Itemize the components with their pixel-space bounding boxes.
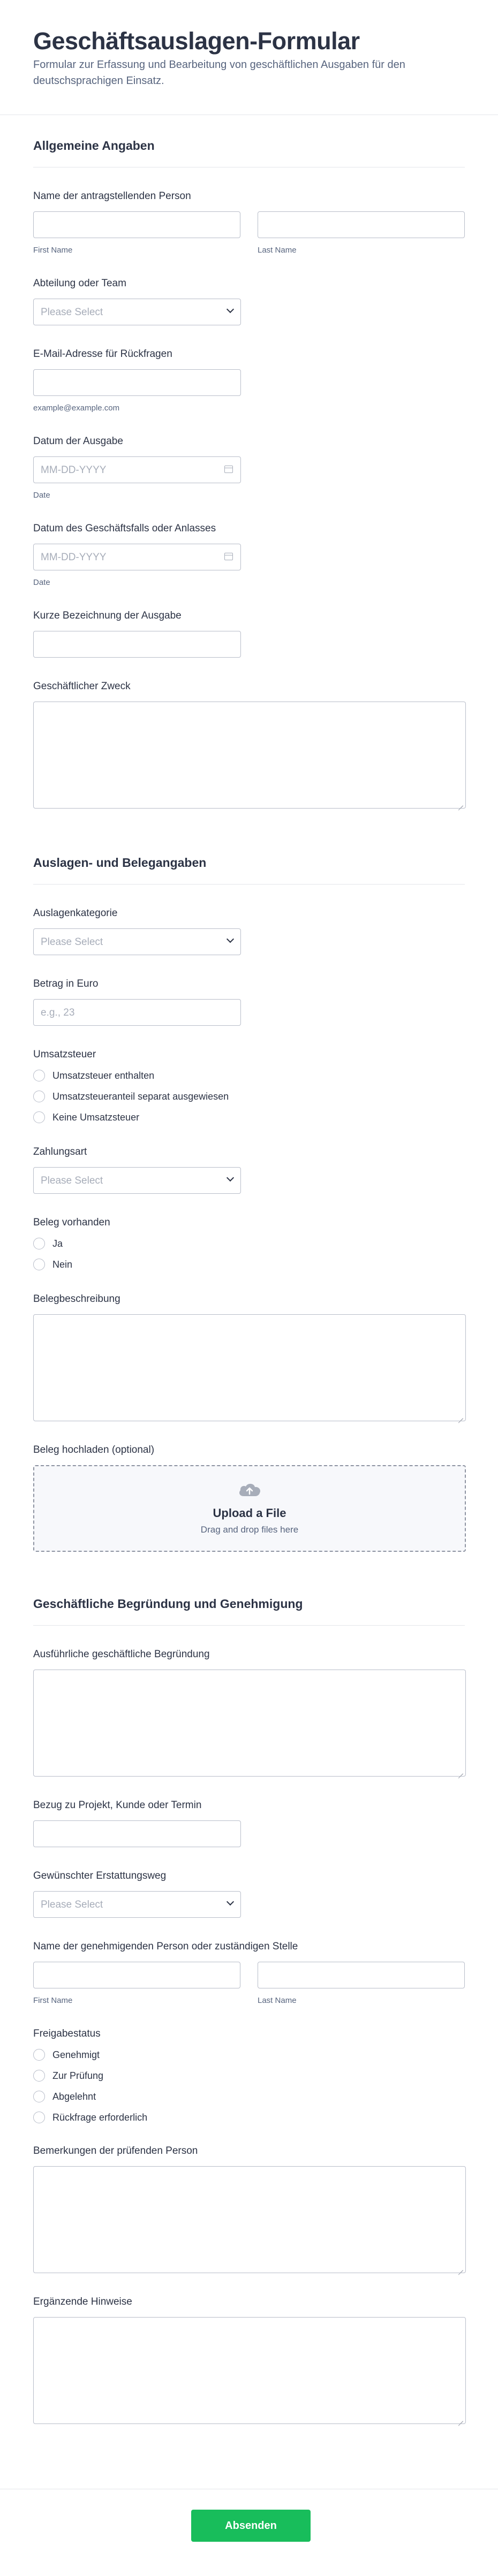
status-option[interactable] xyxy=(33,2091,465,2102)
approver-name-field xyxy=(33,1940,465,2005)
category-field xyxy=(33,907,465,955)
chevron-down-icon xyxy=(227,306,234,313)
radio-button[interactable] xyxy=(33,1070,45,1081)
upload-hint: Drag and drop files here xyxy=(200,1525,299,1535)
email-input[interactable] xyxy=(33,369,241,396)
form-header xyxy=(0,0,498,115)
field-label: Beleg hochladen (optional) xyxy=(33,1444,155,1455)
resize-handle[interactable] xyxy=(458,2265,463,2270)
short-title-input[interactable] xyxy=(33,631,241,658)
notes-textarea[interactable] xyxy=(33,2317,466,2424)
approver-last-name-input[interactable] xyxy=(258,1962,465,1988)
receipt-field xyxy=(33,1216,465,1270)
status-option[interactable] xyxy=(33,2049,465,2061)
reviewer-notes-textarea[interactable] xyxy=(33,2166,466,2273)
form-title: Geschäftsauslagen-Formular xyxy=(33,27,360,55)
radio-button[interactable] xyxy=(33,2091,45,2102)
sublabel-first-name: First Name xyxy=(33,1996,73,2005)
calendar-icon[interactable] xyxy=(224,553,233,560)
vat-option[interactable] xyxy=(33,1111,465,1123)
field-label: Datum der Ausgabe xyxy=(33,436,123,447)
applicant-last-name-input[interactable] xyxy=(258,211,465,238)
resize-handle[interactable] xyxy=(458,2416,463,2421)
radio-label: Ja xyxy=(52,1238,63,1249)
purpose-field xyxy=(33,680,465,809)
radio-button[interactable] xyxy=(33,2049,45,2061)
amount-placeholder: e.g., 23 xyxy=(41,1007,75,1018)
field-label: Ergänzende Hinweise xyxy=(33,2296,132,2307)
expense-date-input[interactable] xyxy=(33,456,241,483)
upload-title: Upload a File xyxy=(213,1506,286,1520)
status-option[interactable] xyxy=(33,2070,465,2082)
field-label: Geschäftlicher Zweck xyxy=(33,681,131,692)
vat-field xyxy=(33,1048,465,1123)
calendar-icon[interactable] xyxy=(224,466,233,473)
resize-handle[interactable] xyxy=(458,1413,463,1419)
field-label: Zahlungsart xyxy=(33,1146,87,1157)
payment-field xyxy=(33,1146,465,1194)
refund-field xyxy=(33,1870,465,1918)
form-content xyxy=(0,115,498,2424)
radio-label: Umsatzsteueranteil separat ausgewiesen xyxy=(52,1091,229,1102)
field-label: Bemerkungen der prüfenden Person xyxy=(33,2145,198,2156)
amount-field xyxy=(33,978,465,1026)
radio-button[interactable] xyxy=(33,2112,45,2123)
field-label: E-Mail-Adresse für Rückfragen xyxy=(33,348,172,360)
radio-button[interactable] xyxy=(33,1091,45,1102)
field-label: Abteilung oder Team xyxy=(33,278,126,289)
date-sublabel: Date xyxy=(33,578,50,587)
receipt-option-yes[interactable] xyxy=(33,1238,465,1249)
radio-button[interactable] xyxy=(33,1259,45,1270)
reference-field xyxy=(33,1799,465,1847)
status-option[interactable] xyxy=(33,2112,465,2123)
select-placeholder: Please Select xyxy=(41,1899,103,1910)
radio-label: Umsatzsteuer enthalten xyxy=(52,1070,155,1081)
chevron-down-icon xyxy=(227,1898,234,1906)
purpose-textarea[interactable] xyxy=(33,702,466,809)
field-label: Name der genehmigenden Person oder zuständigen Stelle xyxy=(33,1941,298,1952)
field-label: Betrag in Euro xyxy=(33,978,99,989)
field-label: Datum des Geschäftsfalls oder Anlasses xyxy=(33,523,216,534)
sublabel-last-name: Last Name xyxy=(258,1996,297,2005)
section-heading-general: Allgemeine Angaben xyxy=(33,115,465,167)
vat-option[interactable] xyxy=(33,1091,465,1102)
email-field xyxy=(33,348,465,413)
short-title-field xyxy=(33,609,465,658)
form-footer xyxy=(0,2489,498,2576)
select-placeholder: Please Select xyxy=(41,307,103,318)
approver-first-name-input[interactable] xyxy=(33,1962,240,1988)
resize-handle[interactable] xyxy=(458,1769,463,1774)
chevron-down-icon xyxy=(227,935,234,943)
field-label: Auslagenkategorie xyxy=(33,908,118,919)
reviewer-notes-field xyxy=(33,2145,465,2273)
field-label: Name der antragstellenden Person xyxy=(33,190,191,202)
chevron-down-icon xyxy=(227,1174,234,1182)
receipt-description-textarea[interactable] xyxy=(33,1314,466,1421)
expense-date-field xyxy=(33,435,465,500)
select-placeholder: Please Select xyxy=(41,1175,103,1186)
date-placeholder: MM-DD-YYYY xyxy=(41,552,107,563)
submit-button[interactable]: Absenden xyxy=(191,2510,311,2542)
amount-input[interactable] xyxy=(33,999,241,1026)
field-label: Belegbeschreibung xyxy=(33,1293,120,1305)
file-upload-dropzone[interactable] xyxy=(33,1465,466,1552)
select-placeholder: Please Select xyxy=(41,936,103,948)
radio-button[interactable] xyxy=(33,2070,45,2082)
date-placeholder: MM-DD-YYYY xyxy=(41,464,107,476)
occasion-date-field xyxy=(33,522,465,587)
section-heading-expense: Auslagen- und Belegangaben xyxy=(33,832,465,885)
justification-field xyxy=(33,1648,465,1777)
radio-label: Nein xyxy=(52,1259,73,1270)
upload-field xyxy=(33,1444,465,1552)
radio-label: Abgelehnt xyxy=(52,2091,96,2102)
receipt-option-no[interactable] xyxy=(33,1259,465,1270)
field-label: Umsatzsteuer xyxy=(33,1049,96,1060)
radio-button[interactable] xyxy=(33,1238,45,1249)
occasion-date-input[interactable] xyxy=(33,544,241,570)
reference-input[interactable] xyxy=(33,1820,241,1847)
field-label: Gewünschter Erstattungsweg xyxy=(33,1870,167,1881)
justification-textarea[interactable] xyxy=(33,1670,466,1777)
receipt-description-field xyxy=(33,1293,465,1421)
date-sublabel: Date xyxy=(33,491,50,500)
applicant-name-field xyxy=(33,190,465,255)
field-label: Beleg vorhanden xyxy=(33,1217,110,1228)
field-label: Freigabestatus xyxy=(33,2028,101,2039)
resize-handle[interactable] xyxy=(458,801,463,806)
radio-button[interactable] xyxy=(33,1111,45,1123)
department-field xyxy=(33,277,465,325)
field-label: Ausführliche geschäftliche Begründung xyxy=(33,1649,210,1660)
field-label: Kurze Bezeichnung der Ausgabe xyxy=(33,610,182,621)
vat-option[interactable] xyxy=(33,1070,465,1081)
category-select[interactable] xyxy=(33,928,241,955)
sublabel-first-name: First Name xyxy=(33,246,73,255)
approval-status-field xyxy=(33,2028,465,2123)
radio-label: Genehmigt xyxy=(52,2049,100,2060)
radio-label: Keine Umsatzsteuer xyxy=(52,1111,140,1123)
field-label: Bezug zu Projekt, Kunde oder Termin xyxy=(33,1800,202,1811)
notes-field xyxy=(33,2296,465,2424)
refund-select[interactable] xyxy=(33,1891,241,1918)
radio-label: Rückfrage erforderlich xyxy=(52,2112,148,2123)
cloud-upload-icon xyxy=(237,1481,262,1497)
department-select[interactable] xyxy=(33,299,241,325)
applicant-first-name-input[interactable] xyxy=(33,211,240,238)
payment-select[interactable] xyxy=(33,1167,241,1194)
sublabel-last-name: Last Name xyxy=(258,246,297,255)
form-subtitle: Formular zur Erfassung und Bearbeitung von geschäftlichen Ausgaben für den deutschsprachigen Einsatz. xyxy=(33,59,405,87)
section-heading-approval: Geschäftliche Begründung und Genehmigung xyxy=(33,1573,465,1626)
email-sublabel: example@example.com xyxy=(33,403,120,413)
radio-label: Zur Prüfung xyxy=(52,2070,104,2081)
